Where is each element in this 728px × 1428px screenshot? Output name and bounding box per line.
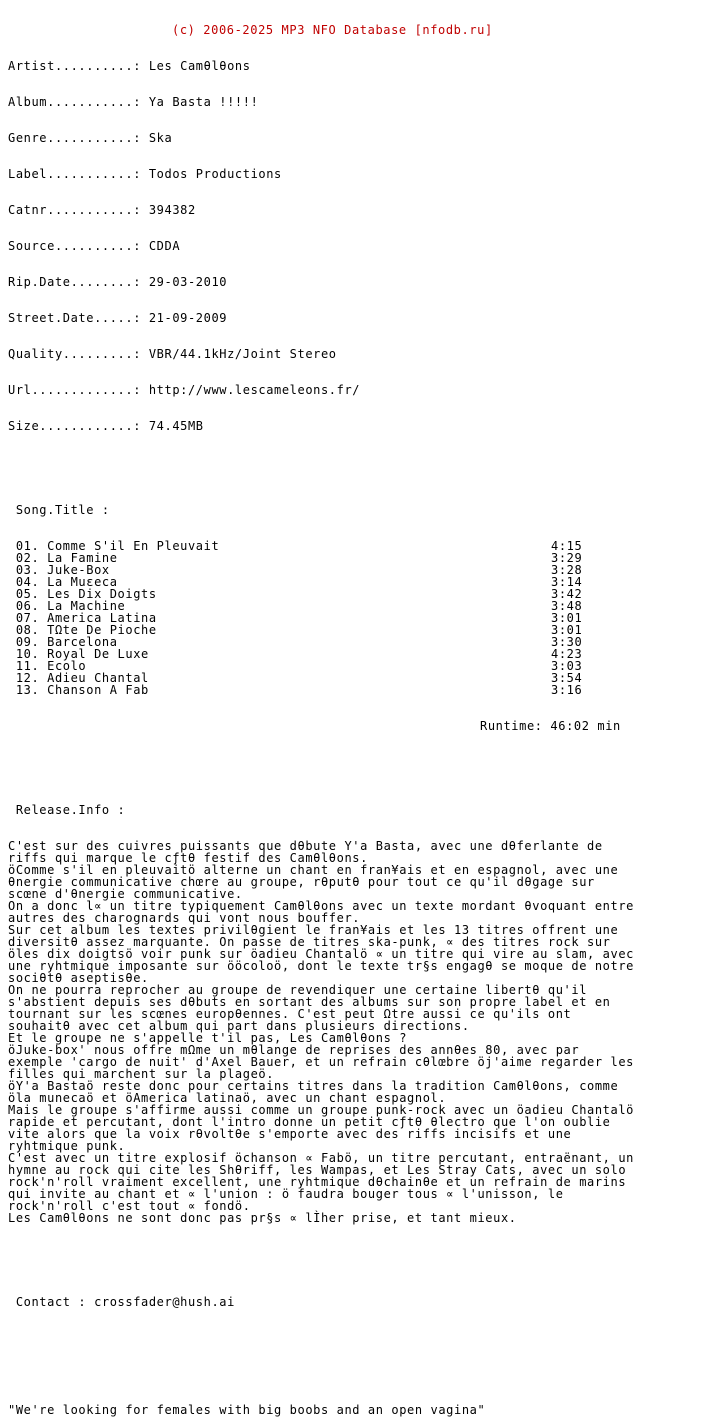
info-album: Album...........: Ya Basta !!!!! — [8, 95, 259, 109]
track-duration: 3:30 — [551, 635, 583, 649]
track-title: 09. Barcelona — [8, 635, 118, 649]
release-info-line: une ryhtmique imposante sur ööcoloö, dont le texte tr§s engagθ se moque de notre — [8, 959, 634, 973]
track-title: 06. La Machine — [8, 599, 126, 613]
track-title: 07. America Latina — [8, 611, 157, 625]
contact: Contact : crossfader@hush.ai — [8, 1295, 235, 1309]
track-title: 08. TΩte De Pioche — [8, 623, 157, 637]
footer-quote: "We're looking for females with big boobs and an open vagina" — [8, 1403, 486, 1417]
track-title: 13. Chanson A Fab — [8, 683, 149, 697]
track-duration: 3:14 — [551, 575, 583, 589]
info-source: Source..........: CDDA — [8, 239, 181, 253]
track-duration: 3:42 — [551, 587, 583, 601]
track-title: 02. La Famine — [8, 551, 118, 565]
release-info-line: autres des charognards qui vont nous bouffer. — [8, 911, 361, 925]
site-header: (c) 2006-2025 MP3 NFO Database [nfodb.ru] — [172, 23, 493, 37]
release-info-heading: Release.Info : — [8, 803, 126, 817]
track-duration: 3:48 — [551, 599, 583, 613]
info-quality: Quality.........: VBR/44.1kHz/Joint Stereo — [8, 347, 337, 361]
blank-line — [8, 1368, 634, 1380]
release-info-line: öComme s'il en pleuvaitö alterne un chant en fran¥ais et en espagnol, avec une — [8, 863, 619, 877]
release-info-line: θnergie communicative chœre au groupe, rθputθ pour tout ce qu'il dθgage sur — [8, 875, 595, 889]
release-info-line: öla munecaö et öAmerica latinaö, avec un chant espagnol. — [8, 1091, 447, 1105]
blank-line — [8, 756, 634, 768]
track-duration: 3:16 — [551, 683, 583, 697]
release-info-line: On ne pourra reprocher au groupe de revendiquer une certaine libertθ qu'il — [8, 983, 588, 997]
release-info-line: Et le groupe ne s'appelle t'il pas, Les Camθlθons ? — [8, 1031, 408, 1045]
track-duration: 4:23 — [551, 647, 583, 661]
release-info-line: qui invite au chant et ∝ l'union : ö faudra bouger tous ∝ l'unisson, le — [8, 1187, 564, 1201]
track-row — [8, 684, 634, 696]
release-info-line: souhaitθ avec cet album qui part dans plusieurs directions. — [8, 1019, 470, 1033]
info-url[interactable]: Url.............: http://www.lescameleons.fr/ — [8, 383, 361, 397]
release-info-line: tournant sur les scœnes europθennes. C'est peut Ωtre aussi ce qu'ils ont — [8, 1007, 572, 1021]
blank-line — [8, 456, 634, 468]
info-genre: Genre...........: Ska — [8, 131, 173, 145]
release-info-line: ryhtmique punk. — [8, 1139, 126, 1153]
release-info-line: C'est sur des cuivres puissants que dθbute Y'a Basta, avec une dθferlante de — [8, 839, 603, 853]
release-info-line: diversitθ assez marquante. On passe de titres ska-punk, ∝ des titres rock sur — [8, 935, 611, 949]
track-duration: 3:01 — [551, 623, 583, 637]
release-info-line: exemple 'cargo de nuit' d'Axel Bauer, et un refrain cθlœbre öj'aime regarder les — [8, 1055, 634, 1069]
release-info-line: hymne au rock qui cite les Shθriff, les Wampas, et Les Stray Cats, avec un solo — [8, 1163, 627, 1177]
info-label: Label...........: Todos Productions — [8, 167, 282, 181]
release-info-line: C'est avec un titre explosif öchanson ∝ Fabö, un titre percutant, entraënant, un — [8, 1151, 634, 1165]
release-info-body — [8, 840, 634, 1224]
track-title: 01. Comme S'il En Pleuvait — [8, 539, 220, 553]
tracklist — [8, 540, 634, 696]
track-title: 03. Juke-Box — [8, 563, 110, 577]
release-info-line: öY'a Bastaö reste donc pour certains titres dans la tradition Camθlθons, comme — [8, 1079, 619, 1093]
track-title: 11. Ecolo — [8, 659, 87, 673]
track-duration: 3:29 — [551, 551, 583, 565]
info-street-date: Street.Date.....: 21-09-2009 — [8, 311, 228, 325]
track-duration: 3:01 — [551, 611, 583, 625]
release-info-line: rapide et percutant, dont l'intro donne un petit cƒtθ θlectro que l'on oublie — [8, 1115, 611, 1129]
release-info-line: sociθtθ aseptisθe. — [8, 971, 149, 985]
track-row — [8, 648, 634, 660]
release-info-line: rock'n'roll c'est tout ∝ fondö. — [8, 1199, 251, 1213]
release-info-line: On a donc l∝ un titre typiquement Camθlθons avec un texte mordant θvoquant entre — [8, 899, 634, 913]
info-catnr: Catnr...........: 394382 — [8, 203, 196, 217]
runtime-row — [8, 720, 634, 732]
track-duration: 3:28 — [551, 563, 583, 577]
track-duration: 4:15 — [551, 539, 583, 553]
release-info-line: öJuke-box' nous offre mΩme un mθlange de reprises des annθes 80, avec par — [8, 1043, 580, 1057]
track-title: 12. Adieu Chantal — [8, 671, 149, 685]
blank-line — [8, 1332, 634, 1344]
track-duration: 3:03 — [551, 659, 583, 673]
nfo-text — [8, 0, 634, 1428]
blank-line — [8, 1248, 634, 1260]
info-rip-date: Rip.Date........: 29-03-2010 — [8, 275, 228, 289]
track-title: 10. Royal De Luxe — [8, 647, 149, 661]
release-info-line: filles qui marchent sur la plageö. — [8, 1067, 275, 1081]
runtime: Runtime: 46:02 min — [480, 719, 621, 733]
track-title: 05. Les Dix Doigts — [8, 587, 157, 601]
release-info-line: scœne d'θnergie communicative. — [8, 887, 243, 901]
release-info-line: Mais le groupe s'affirme aussi comme un groupe punk-rock avec un öadieu Chantalö — [8, 1103, 634, 1117]
release-info-line: vite alors que la voix rθvoltθe s'emporte avec des riffs incisifs et une — [8, 1127, 572, 1141]
release-info-line: Les Camθlθons ne sont donc pas pr§s ∝ lÌher prise, et tant mieux. — [8, 1211, 517, 1225]
info-artist: Artist..........: Les Camθlθons — [8, 59, 251, 73]
release-info-line: rock'n'roll vraiment excellent, une ryhtmique dθchainθe et un refrain de marins — [8, 1175, 627, 1189]
info-size: Size............: 74.45MB — [8, 419, 204, 433]
release-info-line: öles dix doigtsö voir punk sur öadieu Chantalö ∝ un titre qui vire au slam, avec — [8, 947, 634, 961]
release-info-line: riffs qui marque le cƒtθ festif des Camθlθons. — [8, 851, 368, 865]
track-duration: 3:54 — [551, 671, 583, 685]
song-title-heading: Song.Title : — [8, 503, 110, 517]
release-info-line: s'abstient depuis ses dθbuts en sortant des albums sur son propre label et en — [8, 995, 611, 1009]
release-info-line: Sur cet album les textes privilθgient le fran¥ais et les 13 titres offrent une — [8, 923, 619, 937]
track-title: 04. La Muεeca — [8, 575, 118, 589]
